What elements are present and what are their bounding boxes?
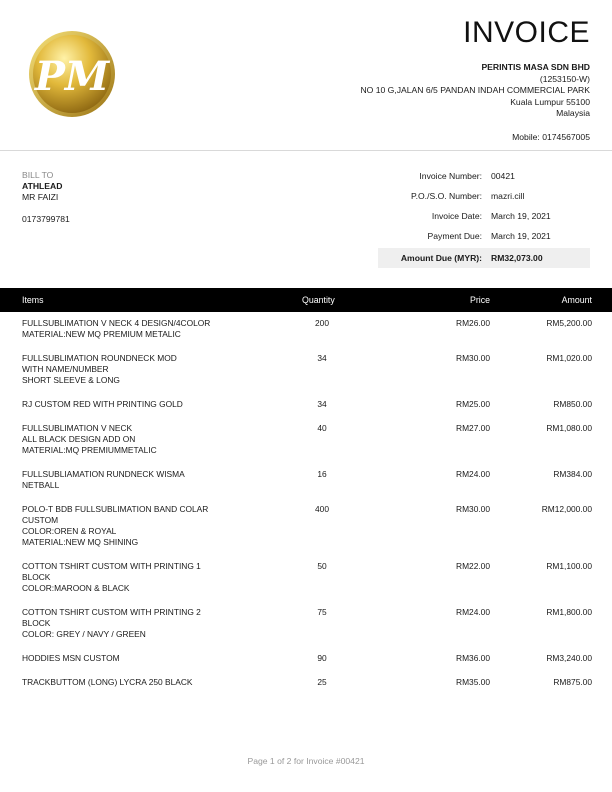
item-amount: RM1,020.00 — [546, 353, 592, 363]
meta-label: Amount Due (MYR): — [400, 253, 482, 263]
item-description-line: HODDIES MSN CUSTOM — [22, 653, 120, 663]
header-divider — [0, 150, 612, 151]
item-description — [22, 469, 262, 491]
bill-to-name: ATHLEAD — [22, 181, 63, 191]
item-description-line: WITH NAME/NUMBER — [22, 364, 109, 374]
item-amount: RM3,240.00 — [546, 653, 592, 663]
item-price: RM22.00 — [456, 561, 490, 571]
item-price: RM25.00 — [456, 399, 490, 409]
page-footer: Page 1 of 2 for Invoice #00421 — [247, 756, 365, 766]
item-description — [22, 318, 262, 340]
item-amount: RM850.00 — [553, 399, 592, 409]
logo-emblem — [28, 30, 116, 118]
item-quantity: 34 — [317, 399, 327, 409]
meta-value: mazri.cill — [491, 191, 525, 201]
company-name: PERINTIS MASA SDN BHD — [481, 62, 590, 72]
header-quantity: Quantity — [302, 295, 335, 305]
item-description-line: RJ CUSTOM RED WITH PRINTING GOLD — [22, 399, 183, 409]
meta-label: Payment Due: — [427, 231, 482, 241]
item-description-line: TRACKBUTTOM (LONG) LYCRA 250 BLACK — [22, 677, 193, 687]
item-amount: RM875.00 — [553, 677, 592, 687]
item-price: RM24.00 — [456, 607, 490, 617]
meta-invoice-date — [378, 208, 590, 228]
meta-invoice-number — [378, 168, 590, 188]
company-reg: (1253150-W) — [539, 73, 590, 84]
company-info — [360, 62, 590, 143]
item-description-line: POLO-T BDB FULLSUBLIMATION BAND COLAR — [22, 504, 209, 514]
item-description-line: CUSTOM — [22, 515, 59, 525]
items-table-body — [0, 318, 612, 701]
table-row — [0, 399, 612, 410]
item-description-line: NETBALL — [22, 480, 60, 490]
item-description-line: COLOR: GREY / NAVY / GREEN — [22, 629, 146, 639]
invoice-meta — [378, 168, 590, 268]
company-city: Kuala Lumpur 55100 — [510, 96, 590, 107]
meta-label: Invoice Number: — [419, 171, 482, 181]
bill-to-label: BILL TO — [22, 170, 54, 180]
table-row — [0, 318, 612, 340]
item-price: RM26.00 — [456, 318, 490, 328]
item-quantity: 50 — [317, 561, 327, 571]
item-price: RM35.00 — [456, 677, 490, 687]
company-mobile: Mobile: 0174567005 — [512, 131, 590, 142]
meta-value: 00421 — [491, 171, 515, 181]
item-description-line: COLOR:OREN & ROYAL — [22, 526, 117, 536]
item-quantity: 90 — [317, 653, 327, 663]
table-row — [0, 423, 612, 456]
item-description-line: MATERIAL:MQ PREMIUMMETALIC — [22, 445, 157, 455]
item-description — [22, 423, 262, 456]
bill-to-phone: 0173799781 — [22, 214, 70, 224]
item-description-line: MATERIAL:NEW MQ PREMIUM METALIC — [22, 329, 181, 339]
meta-po-number — [378, 188, 590, 208]
meta-label: P.O./S.O. Number: — [410, 191, 482, 201]
bill-to — [22, 170, 70, 225]
company-logo — [28, 30, 116, 118]
item-description-line: COTTON TSHIRT CUSTOM WITH PRINTING 1 — [22, 561, 201, 571]
items-table-header — [0, 288, 612, 312]
item-description-line: SHORT SLEEVE & LONG — [22, 375, 120, 385]
item-description-line: FULLSUBLIMATION V NECK 4 DESIGN/4COLOR — [22, 318, 211, 328]
item-amount: RM1,100.00 — [546, 561, 592, 571]
item-description-line: FULLSUBLIMATION ROUNDNECK MOD — [22, 353, 177, 363]
meta-payment-due — [378, 228, 590, 248]
logo-text: PM — [34, 53, 110, 100]
header-amount: Amount — [561, 295, 592, 305]
table-row — [0, 353, 612, 386]
item-description-line: BLOCK — [22, 618, 51, 628]
item-description — [22, 504, 262, 548]
item-price: RM24.00 — [456, 469, 490, 479]
table-row — [0, 504, 612, 548]
item-description-line: FULLSUBLIMATION V NECK — [22, 423, 133, 433]
invoice-title: INVOICE — [463, 16, 590, 49]
item-amount: RM1,800.00 — [546, 607, 592, 617]
item-quantity: 200 — [315, 318, 329, 328]
item-description-line: ALL BLACK DESIGN ADD ON — [22, 434, 136, 444]
item-description — [22, 677, 262, 688]
table-row — [0, 607, 612, 640]
item-quantity: 25 — [317, 677, 327, 687]
item-description-line: FULLSUBLIAMATION RUNDNECK WISMA — [22, 469, 185, 479]
item-description-line: BLOCK — [22, 572, 51, 582]
table-row — [0, 469, 612, 491]
meta-value: RM32,073.00 — [491, 253, 543, 263]
item-amount: RM5,200.00 — [546, 318, 592, 328]
item-description — [22, 653, 262, 664]
meta-amount-due — [378, 248, 590, 268]
item-quantity: 40 — [317, 423, 327, 433]
item-amount: RM384.00 — [553, 469, 592, 479]
table-row — [0, 677, 612, 688]
item-description — [22, 561, 262, 594]
company-country: Malaysia — [556, 108, 590, 118]
meta-value: March 19, 2021 — [491, 231, 551, 241]
item-quantity: 34 — [317, 353, 327, 363]
item-quantity: 16 — [317, 469, 327, 479]
item-description-line: COTTON TSHIRT CUSTOM WITH PRINTING 2 — [22, 607, 201, 617]
item-description — [22, 607, 262, 640]
item-price: RM36.00 — [456, 653, 490, 663]
header-items: Items — [22, 295, 44, 305]
meta-label: Invoice Date: — [431, 211, 482, 221]
header-price: Price — [469, 295, 490, 305]
table-row — [0, 653, 612, 664]
item-price: RM30.00 — [456, 504, 490, 514]
item-amount: RM1,080.00 — [546, 423, 592, 433]
meta-value: March 19, 2021 — [491, 211, 551, 221]
item-description — [22, 353, 262, 386]
bill-to-contact: MR FAIZI — [22, 192, 59, 202]
item-amount: RM12,000.00 — [541, 504, 592, 514]
item-description — [22, 399, 262, 410]
item-price: RM30.00 — [456, 353, 490, 363]
item-description-line: MATERIAL:NEW MQ SHINING — [22, 537, 139, 547]
item-price: RM27.00 — [456, 423, 490, 433]
item-quantity: 400 — [315, 504, 329, 514]
company-address: NO 10 G,JALAN 6/5 PANDAN INDAH COMMERCIAL PARK — [360, 85, 590, 95]
item-description-line: COLOR:MAROON & BLACK — [22, 583, 130, 593]
table-row — [0, 561, 612, 594]
item-quantity: 75 — [317, 607, 327, 617]
